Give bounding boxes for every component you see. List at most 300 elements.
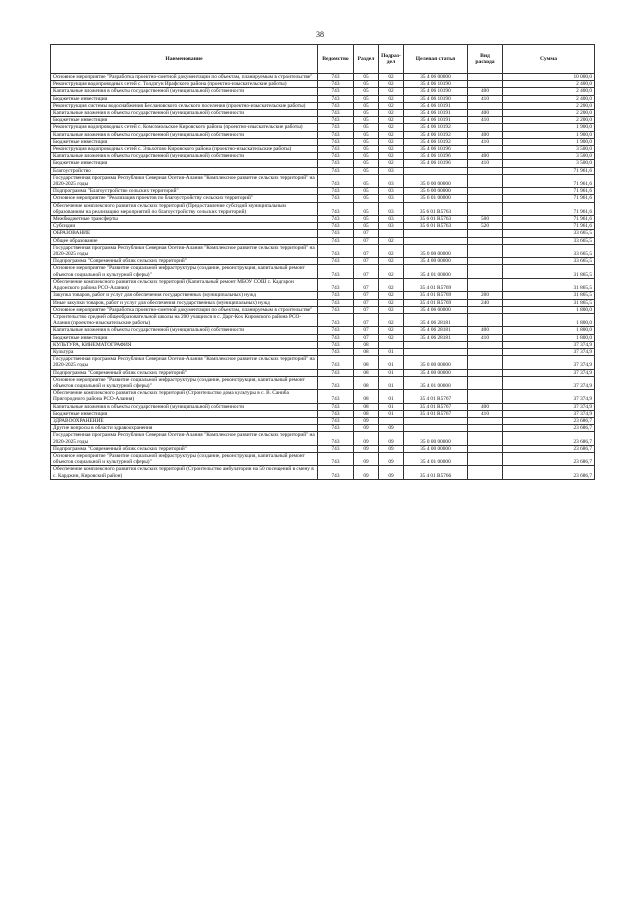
- cell-section: 05: [354, 188, 379, 195]
- table-row: [51, 369, 595, 376]
- cell-section: 05: [354, 81, 379, 88]
- cell-sum: 37 374,9: [503, 356, 595, 369]
- cell-section: 05: [354, 110, 379, 117]
- cell-expense-type: [468, 124, 503, 131]
- table-row: [51, 95, 595, 102]
- cell-department: 743: [318, 160, 354, 167]
- cell-sum: 33 665,5: [503, 244, 595, 257]
- cell-department: 743: [318, 223, 354, 230]
- cell-expense-type: 240: [468, 299, 503, 306]
- cell-section: 05: [354, 95, 379, 102]
- cell-sum: 37 374,9: [503, 390, 595, 403]
- cell-target-article: 35 4 01 R5766: [404, 466, 468, 479]
- cell-name: Строительство средней общеобразовательной школы на 200 учащихся в с. Дарг-Кох Кировского района РСО-Алания (проектно-изыскательские работы): [51, 313, 318, 326]
- cell-expense-type: [468, 167, 503, 174]
- cell-target-article: 35 6 00 00000: [404, 188, 468, 195]
- cell-section: 08: [354, 348, 379, 355]
- cell-name: Основное мероприятие "Разработка проектно-сметной документации по объектам, планируемым в строительстве": [51, 306, 318, 313]
- cell-section: 05: [354, 138, 379, 145]
- cell-subsection: 02: [379, 237, 404, 244]
- cell-department: 743: [318, 230, 354, 237]
- cell-subsection: 03: [379, 195, 404, 202]
- cell-section: 05: [354, 146, 379, 153]
- cell-section: 05: [354, 153, 379, 160]
- cell-expense-type: [468, 466, 503, 479]
- cell-sum: 71 961,6: [503, 216, 595, 223]
- cell-subsection: 03: [379, 223, 404, 230]
- cell-target-article: 35 6 01 00000: [404, 195, 468, 202]
- cell-sum: 71 961,6: [503, 223, 595, 230]
- cell-target-article: [404, 417, 468, 424]
- cell-target-article: 35 4 06 00000: [404, 306, 468, 313]
- cell-department: 743: [318, 327, 354, 334]
- table-row: [51, 188, 595, 195]
- cell-name: Реконструкция системы водоснабжения Беслановского сельского поселения (проектно-изыскательские работы): [51, 102, 318, 109]
- cell-section: 05: [354, 216, 379, 223]
- cell-name: Бюджетные инвестиции: [51, 410, 318, 417]
- table-row: [51, 390, 595, 403]
- cell-section: 08: [354, 410, 379, 417]
- cell-name: ОБРАЗОВАНИЕ: [51, 230, 318, 237]
- cell-department: 743: [318, 138, 354, 145]
- cell-section: 09: [354, 432, 379, 445]
- cell-expense-type: [468, 425, 503, 432]
- cell-department: 743: [318, 299, 354, 306]
- table-row: [51, 74, 595, 81]
- cell-department: 743: [318, 216, 354, 223]
- cell-target-article: 35 4 06 10190: [404, 88, 468, 95]
- cell-subsection: 02: [379, 153, 404, 160]
- cell-section: 08: [354, 356, 379, 369]
- cell-name: ЗДРАВООХРАНЕНИЕ: [51, 417, 318, 424]
- cell-target-article: 35 4 06 28181: [404, 313, 468, 326]
- cell-target-article: 35 4 06 10192: [404, 138, 468, 145]
- cell-subsection: 02: [379, 313, 404, 326]
- cell-subsection: 02: [379, 244, 404, 257]
- cell-section: 05: [354, 74, 379, 81]
- cell-department: 743: [318, 369, 354, 376]
- cell-expense-type: 400: [468, 110, 503, 117]
- table-row: [51, 216, 595, 223]
- cell-section: 07: [354, 299, 379, 306]
- cell-target-article: 35 4 01 R5769: [404, 278, 468, 291]
- cell-sum: 2 400,0: [503, 88, 595, 95]
- cell-target-article: 35 4 06 00000: [404, 74, 468, 81]
- table-row: [51, 327, 595, 334]
- cell-sum: 37 374,9: [503, 348, 595, 355]
- table-row: [51, 167, 595, 174]
- cell-sum: 23 686,7: [503, 452, 595, 465]
- cell-target-article: 35 4 06 10196: [404, 153, 468, 160]
- cell-section: 09: [354, 417, 379, 424]
- cell-department: 743: [318, 117, 354, 124]
- table-row: [51, 445, 595, 452]
- cell-section: 07: [354, 258, 379, 265]
- cell-expense-type: [468, 445, 503, 452]
- cell-department: 743: [318, 334, 354, 341]
- cell-sum: 1 800,0: [503, 313, 595, 326]
- cell-sum: 23 686,7: [503, 432, 595, 445]
- cell-expense-type: [468, 313, 503, 326]
- table-body: [51, 74, 595, 480]
- cell-sum: 3 500,0: [503, 160, 595, 167]
- cell-name: Подпрограмма "Современный облик сельских территорий": [51, 445, 318, 452]
- cell-expense-type: [468, 244, 503, 257]
- cell-expense-type: [468, 258, 503, 265]
- cell-name: Межбюджетные трансферты: [51, 216, 318, 223]
- cell-department: 743: [318, 131, 354, 138]
- cell-sum: 2 200,0: [503, 102, 595, 109]
- cell-expense-type: [468, 341, 503, 348]
- cell-sum: 31 865,5: [503, 265, 595, 278]
- cell-sum: 1 800,0: [503, 306, 595, 313]
- cell-subsection: 03: [379, 174, 404, 187]
- table-row: [51, 160, 595, 167]
- cell-department: 743: [318, 174, 354, 187]
- cell-subsection: 09: [379, 452, 404, 465]
- cell-expense-type: [468, 102, 503, 109]
- cell-sum: 31 865,5: [503, 278, 595, 291]
- cell-sum: 23 686,7: [503, 445, 595, 452]
- cell-name: Подпрограмма "Современный облик сельских территорий": [51, 369, 318, 376]
- cell-target-article: 35 6 01 R5763: [404, 216, 468, 223]
- cell-section: 08: [354, 390, 379, 403]
- cell-target-article: 35 4 01 R5767: [404, 390, 468, 403]
- table-row: [51, 117, 595, 124]
- table-row: [51, 174, 595, 187]
- cell-name: Обеспечение комплексного развития сельских территорий (Строительство амбулатории на 50 посещений в смену в с. Карджин, Кировский район): [51, 466, 318, 479]
- cell-section: 05: [354, 167, 379, 174]
- cell-target-article: 35 4 01 R5767: [404, 410, 468, 417]
- cell-expense-type: [468, 348, 503, 355]
- cell-target-article: [404, 167, 468, 174]
- cell-sum: 71 961,6: [503, 195, 595, 202]
- cell-subsection: [379, 417, 404, 424]
- cell-sum: 31 865,5: [503, 299, 595, 306]
- cell-department: 743: [318, 102, 354, 109]
- cell-expense-type: 200: [468, 292, 503, 299]
- table-row: [51, 306, 595, 313]
- table-header-row: [51, 45, 595, 74]
- cell-name: Капитальные вложения в объекты государственной (муниципальной) собственности: [51, 110, 318, 117]
- cell-department: 743: [318, 74, 354, 81]
- cell-name: Основное мероприятие "Развитие социальной инфраструктуры (создание, реконструкция, капитальный ремонт объектов социальной и культурной сферы)": [51, 265, 318, 278]
- cell-section: 07: [354, 292, 379, 299]
- cell-expense-type: 500: [468, 216, 503, 223]
- cell-name: Капитальные вложения в объекты государственной (муниципальной) собственности: [51, 153, 318, 160]
- cell-target-article: 35 4 01 R5769: [404, 299, 468, 306]
- table-row: [51, 202, 595, 215]
- cell-expense-type: 400: [468, 327, 503, 334]
- table-row: [51, 417, 595, 424]
- cell-name: Иные закупки товаров, работ и услуг для обеспечения государственных (муниципальных) нужд: [51, 299, 318, 306]
- cell-department: 743: [318, 167, 354, 174]
- cell-name: Бюджетные инвестиции: [51, 334, 318, 341]
- cell-name: Другие вопросы в области здравоохранения: [51, 425, 318, 432]
- cell-department: 743: [318, 244, 354, 257]
- header-name: Наименование: [51, 45, 318, 74]
- cell-subsection: 03: [379, 188, 404, 195]
- cell-section: 07: [354, 244, 379, 257]
- cell-sum: 1 900,0: [503, 131, 595, 138]
- cell-name: Капитальные вложения в объекты государственной (муниципальной) собственности: [51, 131, 318, 138]
- cell-department: 743: [318, 356, 354, 369]
- cell-expense-type: 410: [468, 334, 503, 341]
- cell-subsection: 09: [379, 432, 404, 445]
- table-row: [51, 292, 595, 299]
- cell-sum: 33 665,5: [503, 230, 595, 237]
- cell-name: Бюджетные инвестиции: [51, 95, 318, 102]
- cell-name: Закупка товаров, работ и услуг для обеспечения государственных (муниципальных) нужд: [51, 292, 318, 299]
- cell-target-article: 35 4 00 00000: [404, 258, 468, 265]
- cell-target-article: 35 4 01 R5769: [404, 292, 468, 299]
- cell-expense-type: 410: [468, 95, 503, 102]
- cell-subsection: 02: [379, 81, 404, 88]
- cell-department: 743: [318, 110, 354, 117]
- cell-expense-type: [468, 174, 503, 187]
- cell-section: 08: [354, 376, 379, 389]
- table-row: [51, 237, 595, 244]
- cell-expense-type: [468, 230, 503, 237]
- cell-subsection: 09: [379, 425, 404, 432]
- cell-section: 05: [354, 102, 379, 109]
- cell-sum: 33 665,5: [503, 237, 595, 244]
- cell-name: Реконструкция водопроводных сетей с. Эльхотово Кировского района (проектно-изыскательские работы): [51, 146, 318, 153]
- cell-section: 05: [354, 202, 379, 215]
- cell-subsection: [379, 341, 404, 348]
- cell-department: 743: [318, 376, 354, 389]
- budget-table: [50, 44, 595, 480]
- cell-department: 743: [318, 195, 354, 202]
- table-row: [51, 265, 595, 278]
- cell-name: Культура: [51, 348, 318, 355]
- cell-section: 05: [354, 117, 379, 124]
- cell-target-article: 35 4 06 10192: [404, 124, 468, 131]
- cell-name: Подпрограмма "Современный облик сельских территорий": [51, 258, 318, 265]
- cell-target-article: 35 4 00 00000: [404, 445, 468, 452]
- cell-target-article: 35 6 01 R5763: [404, 202, 468, 215]
- cell-department: 743: [318, 88, 354, 95]
- cell-sum: 10 000,0: [503, 74, 595, 81]
- cell-section: 05: [354, 124, 379, 131]
- cell-section: 05: [354, 160, 379, 167]
- cell-section: 07: [354, 230, 379, 237]
- cell-name: Государственная программа Республики Северная Осетия-Алания "Комплексное развитие сельских территорий" на 2020-2025 годы: [51, 356, 318, 369]
- cell-name: Субсидии: [51, 223, 318, 230]
- header-department: Ведомство: [318, 45, 354, 74]
- cell-subsection: 02: [379, 95, 404, 102]
- cell-subsection: 01: [379, 390, 404, 403]
- cell-department: 743: [318, 425, 354, 432]
- cell-target-article: 35 4 06 10196: [404, 146, 468, 153]
- cell-subsection: 03: [379, 167, 404, 174]
- table-row: [51, 341, 595, 348]
- cell-target-article: [404, 348, 468, 355]
- cell-sum: 23 686,7: [503, 417, 595, 424]
- cell-target-article: 35 4 06 10196: [404, 160, 468, 167]
- cell-name: Благоустройство: [51, 167, 318, 174]
- cell-department: 743: [318, 390, 354, 403]
- table-row: [51, 131, 595, 138]
- header-subsection: Подраз-дел: [379, 45, 404, 74]
- cell-expense-type: [468, 390, 503, 403]
- cell-target-article: 35 4 01 00000: [404, 452, 468, 465]
- cell-department: 743: [318, 153, 354, 160]
- cell-target-article: 35 4 06 10191: [404, 117, 468, 124]
- cell-subsection: 02: [379, 327, 404, 334]
- cell-expense-type: [468, 202, 503, 215]
- cell-name: Общее образование: [51, 237, 318, 244]
- cell-expense-type: [468, 452, 503, 465]
- table-row: [51, 102, 595, 109]
- cell-target-article: 35 6 01 R5763: [404, 223, 468, 230]
- cell-section: 07: [354, 334, 379, 341]
- cell-name: Подпрограмма "Благоустройство сельских территорий": [51, 188, 318, 195]
- cell-expense-type: 410: [468, 117, 503, 124]
- cell-target-article: 35 4 00 00000: [404, 369, 468, 376]
- cell-target-article: 35 0 00 00000: [404, 244, 468, 257]
- cell-subsection: 02: [379, 124, 404, 131]
- table-row: [51, 153, 595, 160]
- cell-expense-type: [468, 81, 503, 88]
- cell-target-article: 35 4 01 00000: [404, 376, 468, 389]
- cell-subsection: 01: [379, 403, 404, 410]
- cell-subsection: [379, 230, 404, 237]
- cell-sum: 37 374,9: [503, 403, 595, 410]
- cell-department: 743: [318, 292, 354, 299]
- cell-name: Основное мероприятие "Разработка проектно-сметной документации по объектам, планируемым в строительстве": [51, 74, 318, 81]
- cell-subsection: 02: [379, 138, 404, 145]
- cell-sum: 2 200,0: [503, 110, 595, 117]
- cell-sum: 37 374,9: [503, 376, 595, 389]
- cell-name: Капитальные вложения в объекты государственной (муниципальной) собственности: [51, 327, 318, 334]
- cell-subsection: 02: [379, 160, 404, 167]
- table-row: [51, 244, 595, 257]
- cell-sum: 33 665,5: [503, 258, 595, 265]
- cell-name: Обеспечение комплексного развития сельских территорий (Предоставление субсидий муниципальным образованиям на реализацию мероприятий по благоустройству сельских территорий): [51, 202, 318, 215]
- cell-section: 08: [354, 403, 379, 410]
- cell-section: 05: [354, 195, 379, 202]
- cell-subsection: 01: [379, 356, 404, 369]
- cell-name: Обеспечение комплексного развития сельских территорий (Капитальный ремонт МБОУ СОШ с. Кадгарон Ардонского района РСО-Алания): [51, 278, 318, 291]
- cell-expense-type: [468, 265, 503, 278]
- cell-expense-type: [468, 188, 503, 195]
- cell-department: 743: [318, 306, 354, 313]
- cell-section: 07: [354, 265, 379, 278]
- table-row: [51, 313, 595, 326]
- cell-target-article: 35 4 06 10192: [404, 131, 468, 138]
- cell-target-article: 35 4 06 10190: [404, 81, 468, 88]
- cell-subsection: 02: [379, 278, 404, 291]
- cell-target-article: 35 4 06 28181: [404, 327, 468, 334]
- cell-section: 09: [354, 452, 379, 465]
- cell-target-article: 35 4 06 10191: [404, 102, 468, 109]
- cell-subsection: 02: [379, 265, 404, 278]
- cell-department: 743: [318, 278, 354, 291]
- cell-department: 743: [318, 410, 354, 417]
- table-row: [51, 432, 595, 445]
- cell-sum: 1 900,0: [503, 124, 595, 131]
- cell-name: Основное мероприятие "Развитие социальной инфраструктуры (создание, реконструкция, капитальный ремонт объектов социальной и культурной сферы)": [51, 376, 318, 389]
- cell-expense-type: [468, 146, 503, 153]
- cell-section: 08: [354, 341, 379, 348]
- cell-department: 743: [318, 466, 354, 479]
- cell-sum: 2 400,0: [503, 95, 595, 102]
- cell-sum: 23 686,7: [503, 466, 595, 479]
- table-row: [51, 299, 595, 306]
- cell-subsection: 02: [379, 292, 404, 299]
- cell-department: 743: [318, 258, 354, 265]
- cell-department: 743: [318, 348, 354, 355]
- cell-subsection: 02: [379, 88, 404, 95]
- table-row: [51, 124, 595, 131]
- cell-subsection: 03: [379, 216, 404, 223]
- cell-sum: 1 800,0: [503, 327, 595, 334]
- cell-expense-type: [468, 237, 503, 244]
- table-row: [51, 403, 595, 410]
- cell-subsection: 09: [379, 466, 404, 479]
- cell-name: Реконструкция водопроводных сетей с. Комсомольское Кировского района (проектно-изыскательские работы): [51, 124, 318, 131]
- cell-name: Обеспечение комплексного развития сельских территорий (Строительство дома культуры в с. В. Саниба Пригородного района РСО-Алания): [51, 390, 318, 403]
- cell-sum: 1 900,0: [503, 138, 595, 145]
- cell-subsection: 02: [379, 117, 404, 124]
- cell-subsection: 01: [379, 376, 404, 389]
- cell-sum: 37 374,9: [503, 341, 595, 348]
- cell-target-article: 35 4 06 28181: [404, 334, 468, 341]
- table-row: [51, 146, 595, 153]
- cell-expense-type: 410: [468, 138, 503, 145]
- cell-expense-type: [468, 278, 503, 291]
- table-row: [51, 356, 595, 369]
- cell-department: 743: [318, 403, 354, 410]
- cell-sum: 3 500,0: [503, 153, 595, 160]
- cell-sum: 71 961,6: [503, 174, 595, 187]
- table-row: [51, 81, 595, 88]
- table-row: [51, 278, 595, 291]
- cell-expense-type: 400: [468, 88, 503, 95]
- header-section: Раздел: [354, 45, 379, 74]
- cell-subsection: 03: [379, 202, 404, 215]
- cell-sum: 3 500,0: [503, 146, 595, 153]
- table-row: [51, 348, 595, 355]
- cell-sum: 2 200,0: [503, 117, 595, 124]
- table-row: [51, 88, 595, 95]
- table-row: [51, 230, 595, 237]
- cell-department: 743: [318, 202, 354, 215]
- table-row: [51, 138, 595, 145]
- cell-section: 05: [354, 174, 379, 187]
- cell-department: 743: [318, 146, 354, 153]
- cell-expense-type: [468, 432, 503, 445]
- cell-sum: 1 800,0: [503, 334, 595, 341]
- cell-department: 743: [318, 265, 354, 278]
- cell-target-article: 35 4 06 10190: [404, 95, 468, 102]
- cell-section: 09: [354, 445, 379, 452]
- cell-subsection: 01: [379, 410, 404, 417]
- cell-subsection: 02: [379, 74, 404, 81]
- cell-target-article: [404, 425, 468, 432]
- cell-subsection: 09: [379, 445, 404, 452]
- table-row: [51, 410, 595, 417]
- cell-target-article: [404, 341, 468, 348]
- cell-department: 743: [318, 341, 354, 348]
- cell-target-article: 35 0 00 00000: [404, 356, 468, 369]
- table-row: [51, 195, 595, 202]
- cell-section: 07: [354, 278, 379, 291]
- cell-expense-type: 410: [468, 160, 503, 167]
- cell-target-article: [404, 230, 468, 237]
- cell-department: 743: [318, 417, 354, 424]
